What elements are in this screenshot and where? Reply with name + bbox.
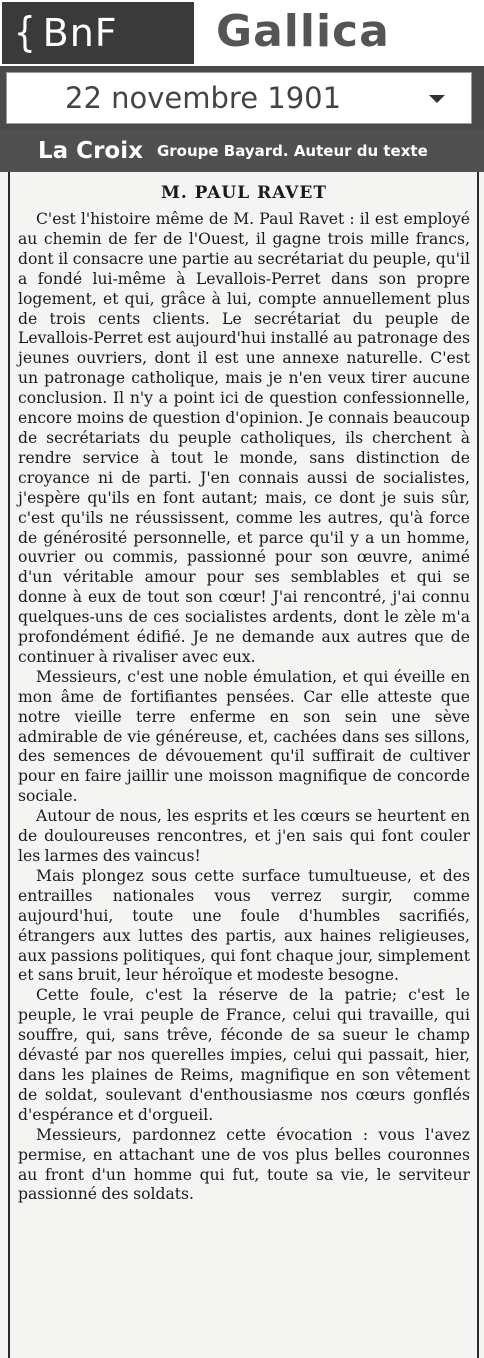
article-paragraph: Autour de nous, les esprits et les cœurs se heurtent en de douloureuses rencontres, et j'en sais qui font couler les larmes des vaincus! xyxy=(18,807,470,865)
journal-author[interactable]: Groupe Bayard. Auteur du texte xyxy=(156,142,428,160)
journal-title[interactable]: La Croix xyxy=(38,138,143,164)
chevron-down-icon[interactable] xyxy=(429,95,445,103)
article-paragraph: Mais plongez sous cette surface tumultueuse, et des entrailles nationales vous verrez surgir, comme aujourd'hui, toute une foule d'humbles sacrifiés, étrangers aux luttes des partis, aux haines religieuses, aux passions politiques, qui font chaque jour, simplement et sans bruit, leur héroïque et modeste besogne. xyxy=(18,866,470,985)
issue-date-value: 22 novembre 1901 xyxy=(65,81,342,115)
article-paragraph: Cette foule, c'est la réserve de la patrie; c'est le peuple, le vrai peuple de France, celui qui travaille, qui souffre, qui, sans trêve, féconde de sa sueur le champ dévasté par nos querelles impies, celui qui passait, hier, dans les plaines de Reims, magnifique en son vêtement de soldat, soulevant d'enthousiasme nos cœurs gonflés d'espérance et d'orgueil. xyxy=(18,986,470,1124)
gallica-header xyxy=(0,0,484,66)
article-paragraph: C'est l'histoire même de M. Paul Ravet : il est employé au chemin de fer de l'Ouest, il gagne trois mille francs, dont il consacre une partie au secrétariat du peuple, qu'il a fondé lui-même à Levallois-Perret dans son propre logement, et qui, grâce à lui, compte annuellement plus de trois cents clients. Le secrétariat du peuple de Levallois-Perret est aujourd'hui installé au patronage des jeunes ouvriers, dont il est une annexe naturelle. C'est un patronage catholique, mais je n'en veux tirer aucune conclusion. Il n'y a point ici de question confessionnelle, encore moins de question d'opinion. Je connais beaucoup de secrétariats du peuple catholiques, ils cherchent à rendre service à tout le monde, sans distinction de croyance ni de parti. J'en connais aussi de socialistes, j'espère qu'ils en font autant; mais, ce dont je suis sûr, c'est qu'ils ne réussissent, comme les autres, qu'à force de générosité personnelle, et parce qu'il y a un homme, ouvrier ou commis, passionné pour son œuvre, animé d'un véritable amour pour ses semblables et qui se donne à eux de tout son cœur! J'ai rencontré, j'ai connu quelques-uns de ces socialistes ardents, dont le zèle m'a profondément édifié. Je ne demande aux autres que de continuer à rivaliser avec eux. xyxy=(18,210,470,666)
bnf-logo-text: BnF xyxy=(42,11,118,55)
article-headline: M. PAUL RAVET xyxy=(161,183,327,203)
article xyxy=(18,182,470,1205)
article-paragraph: Messieurs, pardonnez cette évocation : vous l'avez permise, en attachant une de vos plus belles couronnes au front d'un homme qui fut, toute sa vie, le serviteur passionné des soldats. xyxy=(18,1125,470,1204)
article-paragraph: Messieurs, c'est une noble émulation, et qui éveille en mon âme de fortifiantes pensées. Car elle atteste que notre vieille terre enferme en son sein une sève admirable de vie généreuse, et, cachées dans ses sillons, des semences de dévouement qu'il suffirait de cultiver pour en faire jaillir une moisson magnifique de concorde sociale. xyxy=(18,667,470,806)
document-title-bar xyxy=(0,130,484,172)
date-bar xyxy=(0,66,484,130)
scanned-page xyxy=(0,172,484,1358)
column-rule-right xyxy=(477,172,479,1358)
column-rule-left xyxy=(8,172,10,1358)
bnf-logo[interactable] xyxy=(2,2,194,64)
site-name[interactable]: Gallica xyxy=(216,6,390,57)
bnf-logo-brace: { xyxy=(14,9,37,57)
issue-date-select[interactable] xyxy=(6,72,472,124)
